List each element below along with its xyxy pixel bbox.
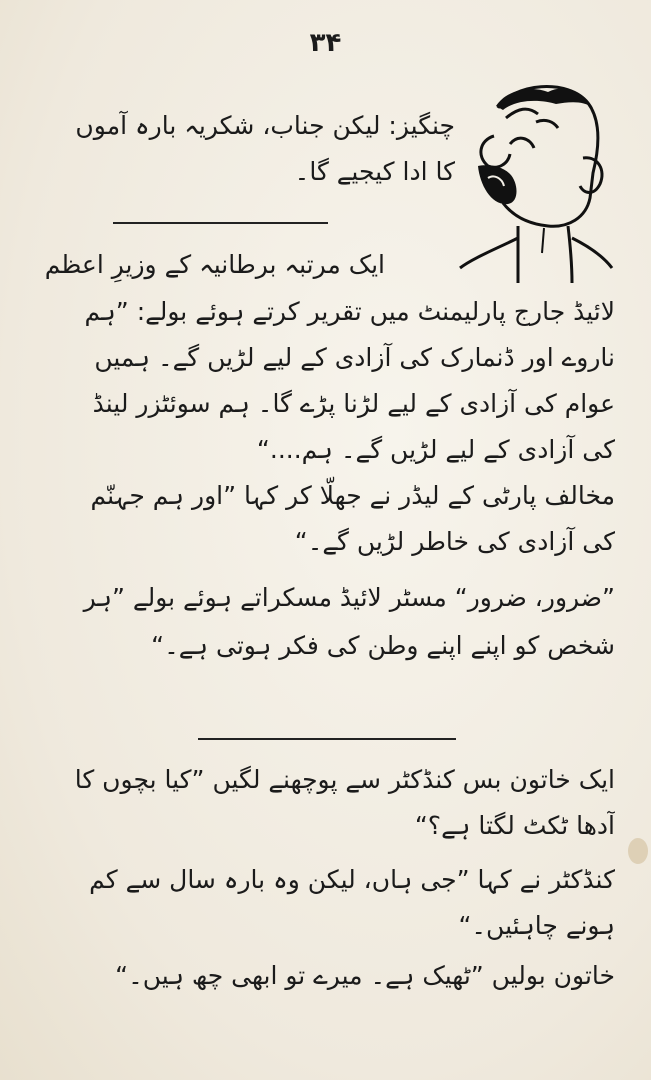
text-line: شخص کو اپنے اپنے وطن کی فکر ہوتی ہے۔“	[151, 631, 615, 660]
text-line: ایک مرتبہ برطانیہ کے وزیرِ اعظم	[44, 250, 385, 279]
text-line: کی آزادی کی خاطر لڑیں گے۔“	[294, 527, 615, 556]
cartoon-face-illustration	[458, 78, 614, 288]
text-line: کا ادا کیجیے گا۔	[294, 157, 455, 186]
text-line: ہونے چاہئیں۔“	[458, 911, 615, 940]
text-line: چنگیز: لیکن جناب، شکریہ بارہ آموں	[75, 111, 455, 140]
section-divider	[198, 738, 456, 740]
section-divider	[113, 222, 328, 224]
text-line: خاتون بولیں ”ٹھیک ہے۔ میرے تو ابھی چھ ہیں۔“	[115, 961, 615, 990]
text-line: کی آزادی کے لیے لڑیں گے۔ ہم....“	[256, 435, 615, 464]
page-number: ۳۴	[309, 28, 342, 58]
text-line: ناروے اور ڈنمارک کی آزادی کے لیے لڑیں گے۔ ہمیں	[94, 343, 615, 372]
paper-stain	[628, 838, 648, 864]
text-line: مخالف پارٹی کے لیڈر نے جھلّا کر کہا ”اور ہم جہنّم	[90, 481, 615, 510]
text-line: آدھا ٹکٹ لگتا ہے؟“	[414, 811, 615, 840]
text-line: کنڈکٹر نے کہا ”جی ہاں، لیکن وہ بارہ سال سے کم	[89, 865, 615, 894]
text-line: ”ضرور، ضرور“ مسٹر لائیڈ مسکراتے ہوئے بولے ”ہر	[83, 583, 615, 612]
text-line: ایک خاتون بس کنڈکٹر سے پوچھنے لگیں ”کیا بچوں کا	[74, 765, 615, 794]
text-line: لائیڈ جارج پارلیمنٹ میں تقریر کرتے ہوئے بولے: ”ہم	[84, 297, 615, 326]
text-line: عوام کی آزادی کے لیے لڑنا پڑے گا۔ ہم سوئٹزر لینڈ	[92, 389, 615, 418]
